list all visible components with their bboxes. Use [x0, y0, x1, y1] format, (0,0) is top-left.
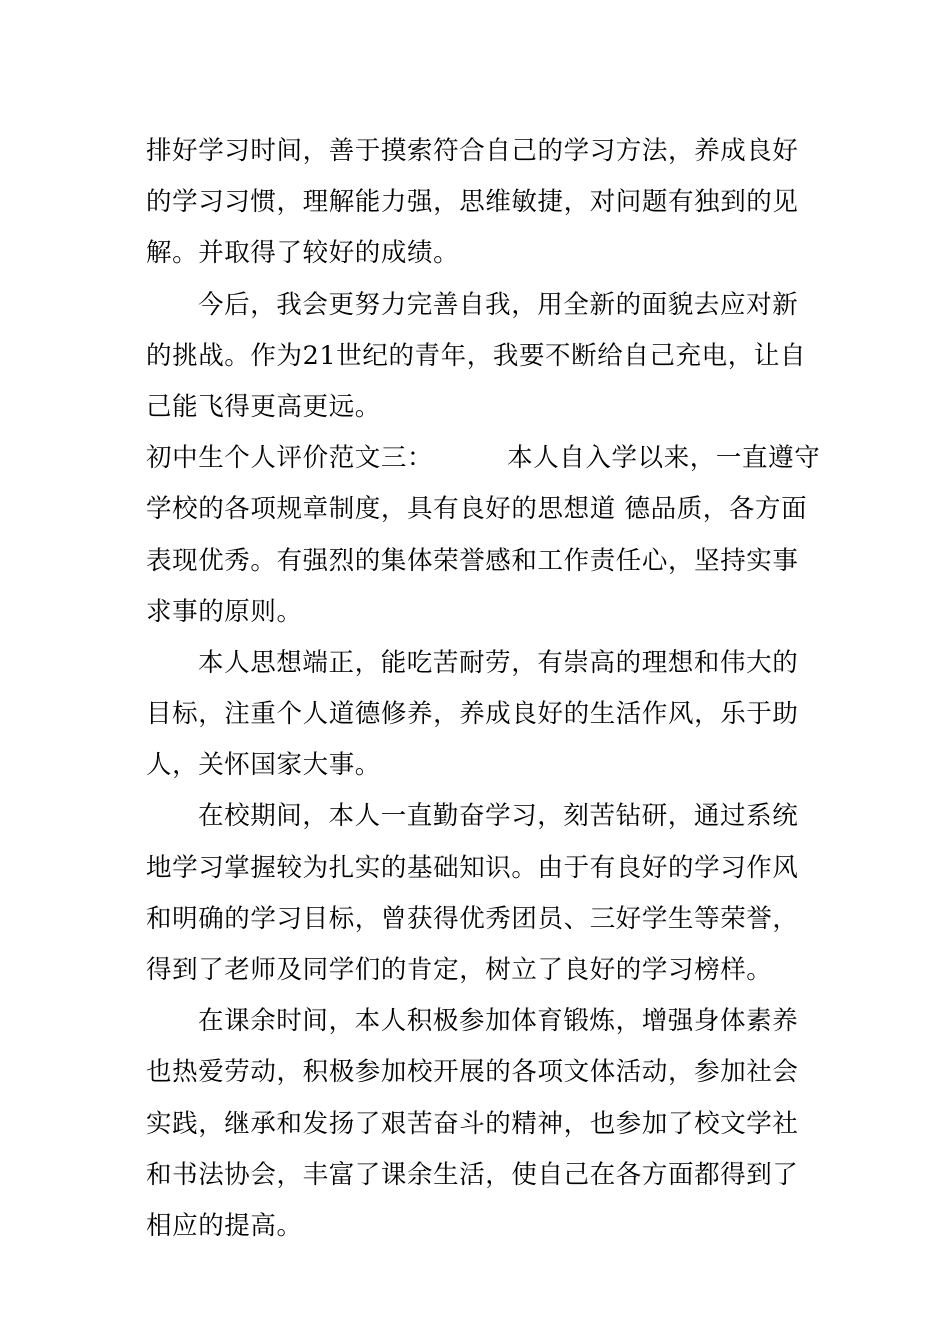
text-line: 学校的各项规章制度，具有良好的思想道 德品质，各方面	[146, 494, 808, 525]
section-heading-line	[146, 433, 821, 484]
text-line: 的挑战。作为21世纪的青年，我要不断给自己充电，让自	[146, 340, 807, 371]
text-line: 也热爱劳动，积极参加校开展的各项文体活动，参加社会	[146, 1057, 799, 1088]
paragraph-start-line: 在课余时间，本人积极参加体育锻炼，增强身体素养	[198, 1006, 799, 1037]
section-heading: 初中生个人评价范文三：	[146, 443, 434, 474]
text-line: 地学习掌握较为扎实的基础知识。由于有良好的学习作风	[146, 852, 799, 883]
text-line: 的学习习惯，理解能力强，思维敏捷，对问题有独到的见	[146, 187, 799, 218]
text-line: 求事的原则。	[146, 596, 303, 627]
text-line: 相应的提高。	[146, 1210, 303, 1241]
text-line: 和书法协会，丰富了课余生活，使自己在各方面都得到了	[146, 1159, 799, 1190]
paragraph-start-line: 今后，我会更努力完善自我，用全新的面貌去应对新	[198, 289, 799, 320]
text-line: 实践，继承和发扬了艰苦奋斗的精神，也参加了校文学社	[146, 1108, 799, 1139]
document-body	[146, 126, 821, 1252]
paragraph-start-line: 本人思想端正，能吃苦耐劳，有崇高的理想和伟大的	[198, 647, 799, 678]
text-line: 人，关怀国家大事。	[146, 750, 381, 781]
text-line: 目标，注重个人道德修养，养成良好的生活作风，乐于助	[146, 699, 799, 730]
text-line: 解。并取得了较好的成绩。	[146, 238, 460, 269]
text-line: 己能飞得更高更远。	[146, 391, 381, 422]
text-line: 排好学习时间，善于摸索符合自己的学习方法，养成良好	[146, 136, 799, 166]
text-line: 和明确的学习目标，曾获得优秀团员、三好学生等荣誉，	[146, 903, 799, 934]
text-line: 表现优秀。有强烈的集体荣誉感和工作责任心，坚持实事	[146, 545, 799, 576]
section-first-text: 本人自入学以来，一直遵守	[507, 443, 821, 474]
text-line: 得到了老师及同学们的肯定，树立了良好的学习榜样。	[146, 955, 773, 985]
paragraph-start-line: 在校期间，本人一直勤奋学习，刻苦钻研，通过系统	[198, 801, 799, 832]
